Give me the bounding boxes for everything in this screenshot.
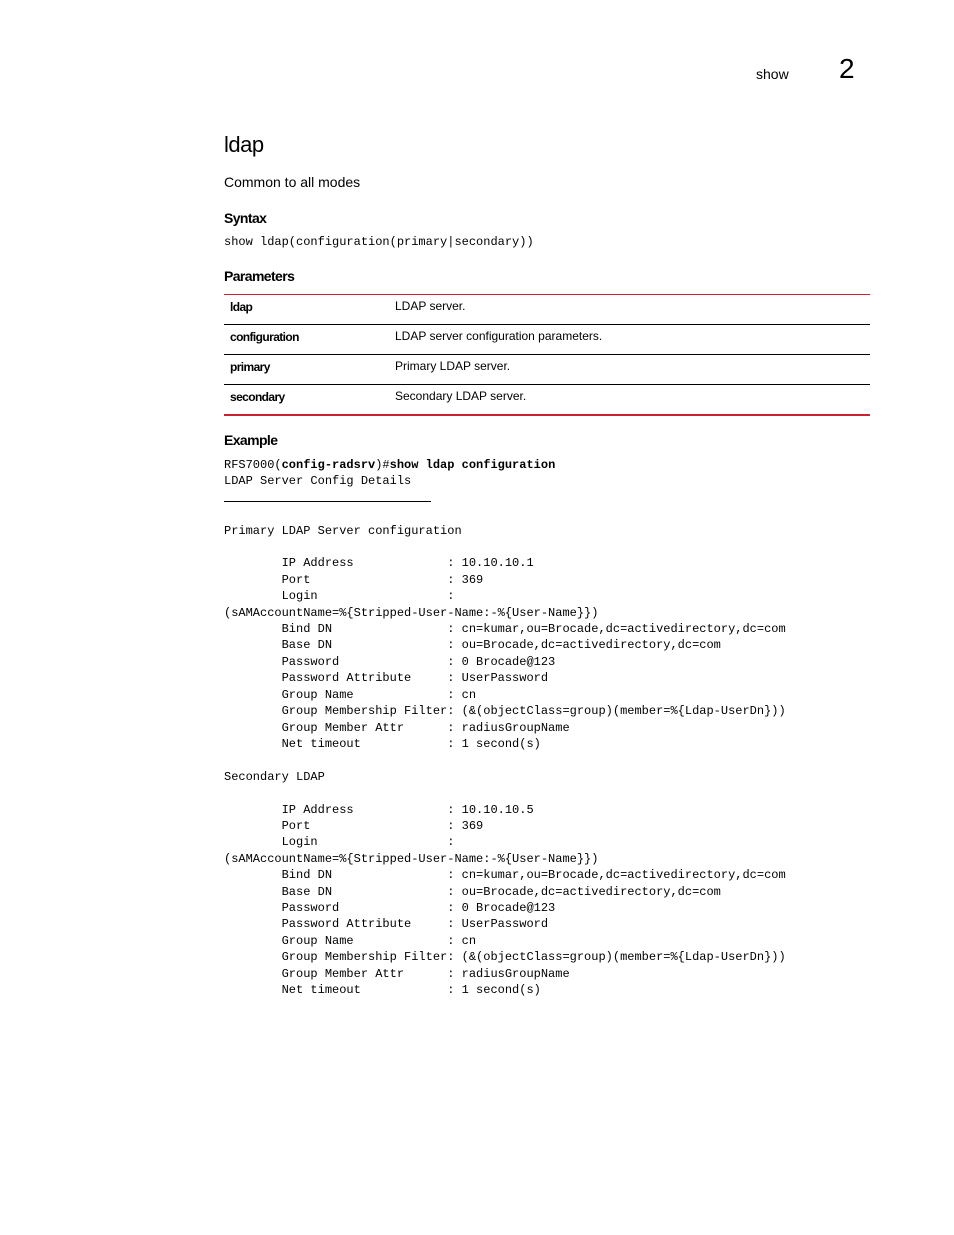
table-row [224,295,870,324]
prompt-prefix: RFS7000( [224,458,282,472]
param-name: configuration [230,330,299,344]
param-description: Secondary LDAP server. [395,389,527,403]
param-name: secondary [230,390,285,404]
example-code-block [224,457,786,998]
output-underline-rule [224,501,431,502]
example-heading: Example [224,432,278,448]
prompt-context: config-radsrv [281,458,376,472]
table-bottom-rule [224,414,870,416]
param-name: ldap [230,300,253,314]
table-row [224,385,870,414]
example-output: LDAP Server Config Details Primary LDAP Server configuration IP Address : 10.10.10.1 Port : 369 Login : (sAMAccountName=%{Stripped-User-Name:-%{User-Name}}) Bind DN : cn=kumar,ou=Brocade,dc=activedirectory,dc=com Base DN : ou=Brocade,dc=activedirectory,dc=com Password : 0 Brocade@123 Password Attribute : UserPassword Group Name : cn Group Membership Filter: (&(objectClass=group)(member=%{Ldap-UserDn})) Group Member Attr : radiusGroupName Net timeout : 1 second(s) Secondary LDAP IP Address : 10.10.10.5 Port : 369 Login : (sAMAccountName=%{Stripped-User-Name:-%{User-Name}}) Bind DN : cn=kumar,ou=Brocade,dc=activedirectory,dc=com Base DN : ou=Brocade,dc=activedirectory,dc=com Password : 0 Brocade@123 Password Attribute : UserPassword Group Name : cn Group Membership Filter: (&(objectClass=group)(member=%{Ldap-UserDn})) Group Member Attr : radiusGroupName Net timeout : 1 second(s) [224,474,786,997]
running-header-section: show [756,66,789,82]
command-modes: Common to all modes [224,174,361,190]
parameters-heading: Parameters [224,268,295,284]
example-command: show ldap configuration [389,458,556,472]
chapter-number: 2 [839,53,855,84]
syntax-heading: Syntax [224,210,267,226]
param-description: LDAP server. [395,299,466,313]
prompt-suffix: )# [375,458,390,472]
page-title: ldap [224,132,264,157]
param-description: Primary LDAP server. [395,359,511,373]
param-description: LDAP server configuration parameters. [395,329,603,343]
table-row [224,325,870,354]
parameters-table [224,294,870,416]
syntax-code: show ldap(configuration(primary|secondary)) [224,235,534,249]
table-row [224,355,870,384]
param-name: primary [230,360,270,374]
